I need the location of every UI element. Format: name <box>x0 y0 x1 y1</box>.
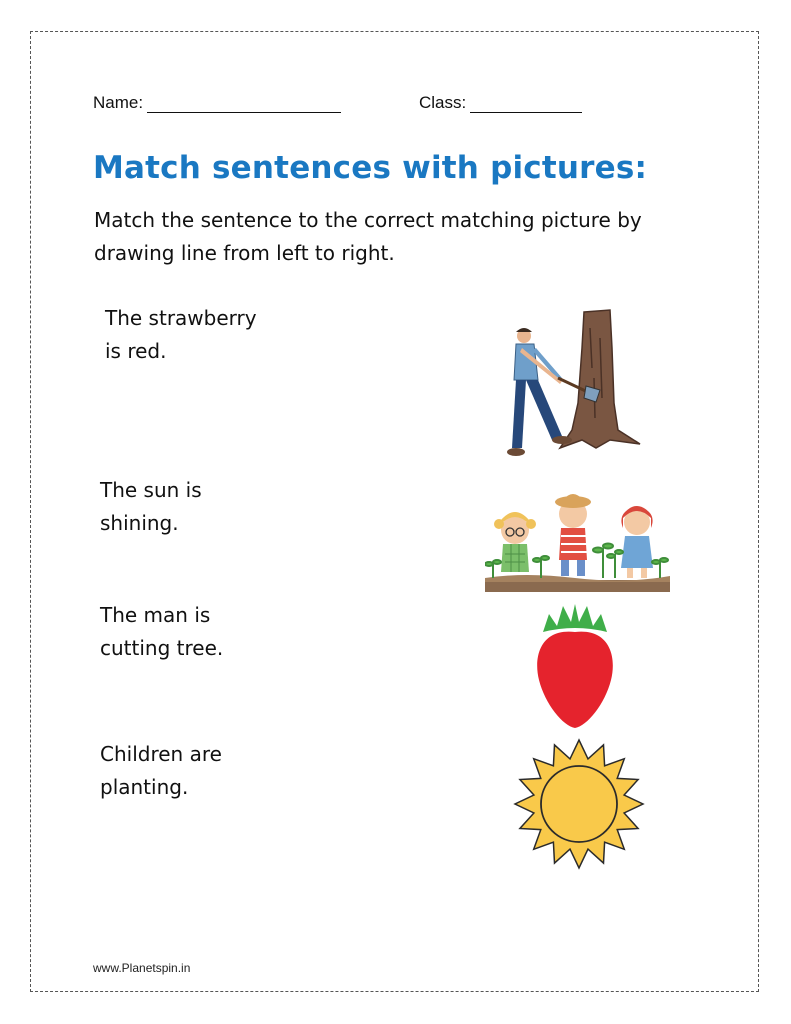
sentence-strawberry: The strawberry is red. <box>105 306 257 363</box>
footer-website: www.Planetspin.in <box>93 961 191 975</box>
instructions: Match the sentence to the correct matching picture by drawing line from left to right. <box>94 208 642 265</box>
children-planting-icon <box>485 488 670 592</box>
name-field <box>93 93 341 113</box>
sentence-children: Children are planting. <box>100 742 222 799</box>
woodcutter-icon <box>500 308 645 460</box>
name-label: Name: <box>93 93 144 112</box>
class-field <box>419 93 582 113</box>
class-label: Class: <box>419 93 467 112</box>
sentence-sun: The sun is shining. <box>100 478 202 535</box>
class-blank-line[interactable] <box>470 94 582 113</box>
sentence-man: The man is cutting tree. <box>100 603 224 660</box>
sun-icon <box>510 738 648 870</box>
name-blank-line[interactable] <box>147 94 341 113</box>
strawberry-icon <box>533 602 617 730</box>
worksheet-title: Match sentences with pictures: <box>93 150 648 186</box>
